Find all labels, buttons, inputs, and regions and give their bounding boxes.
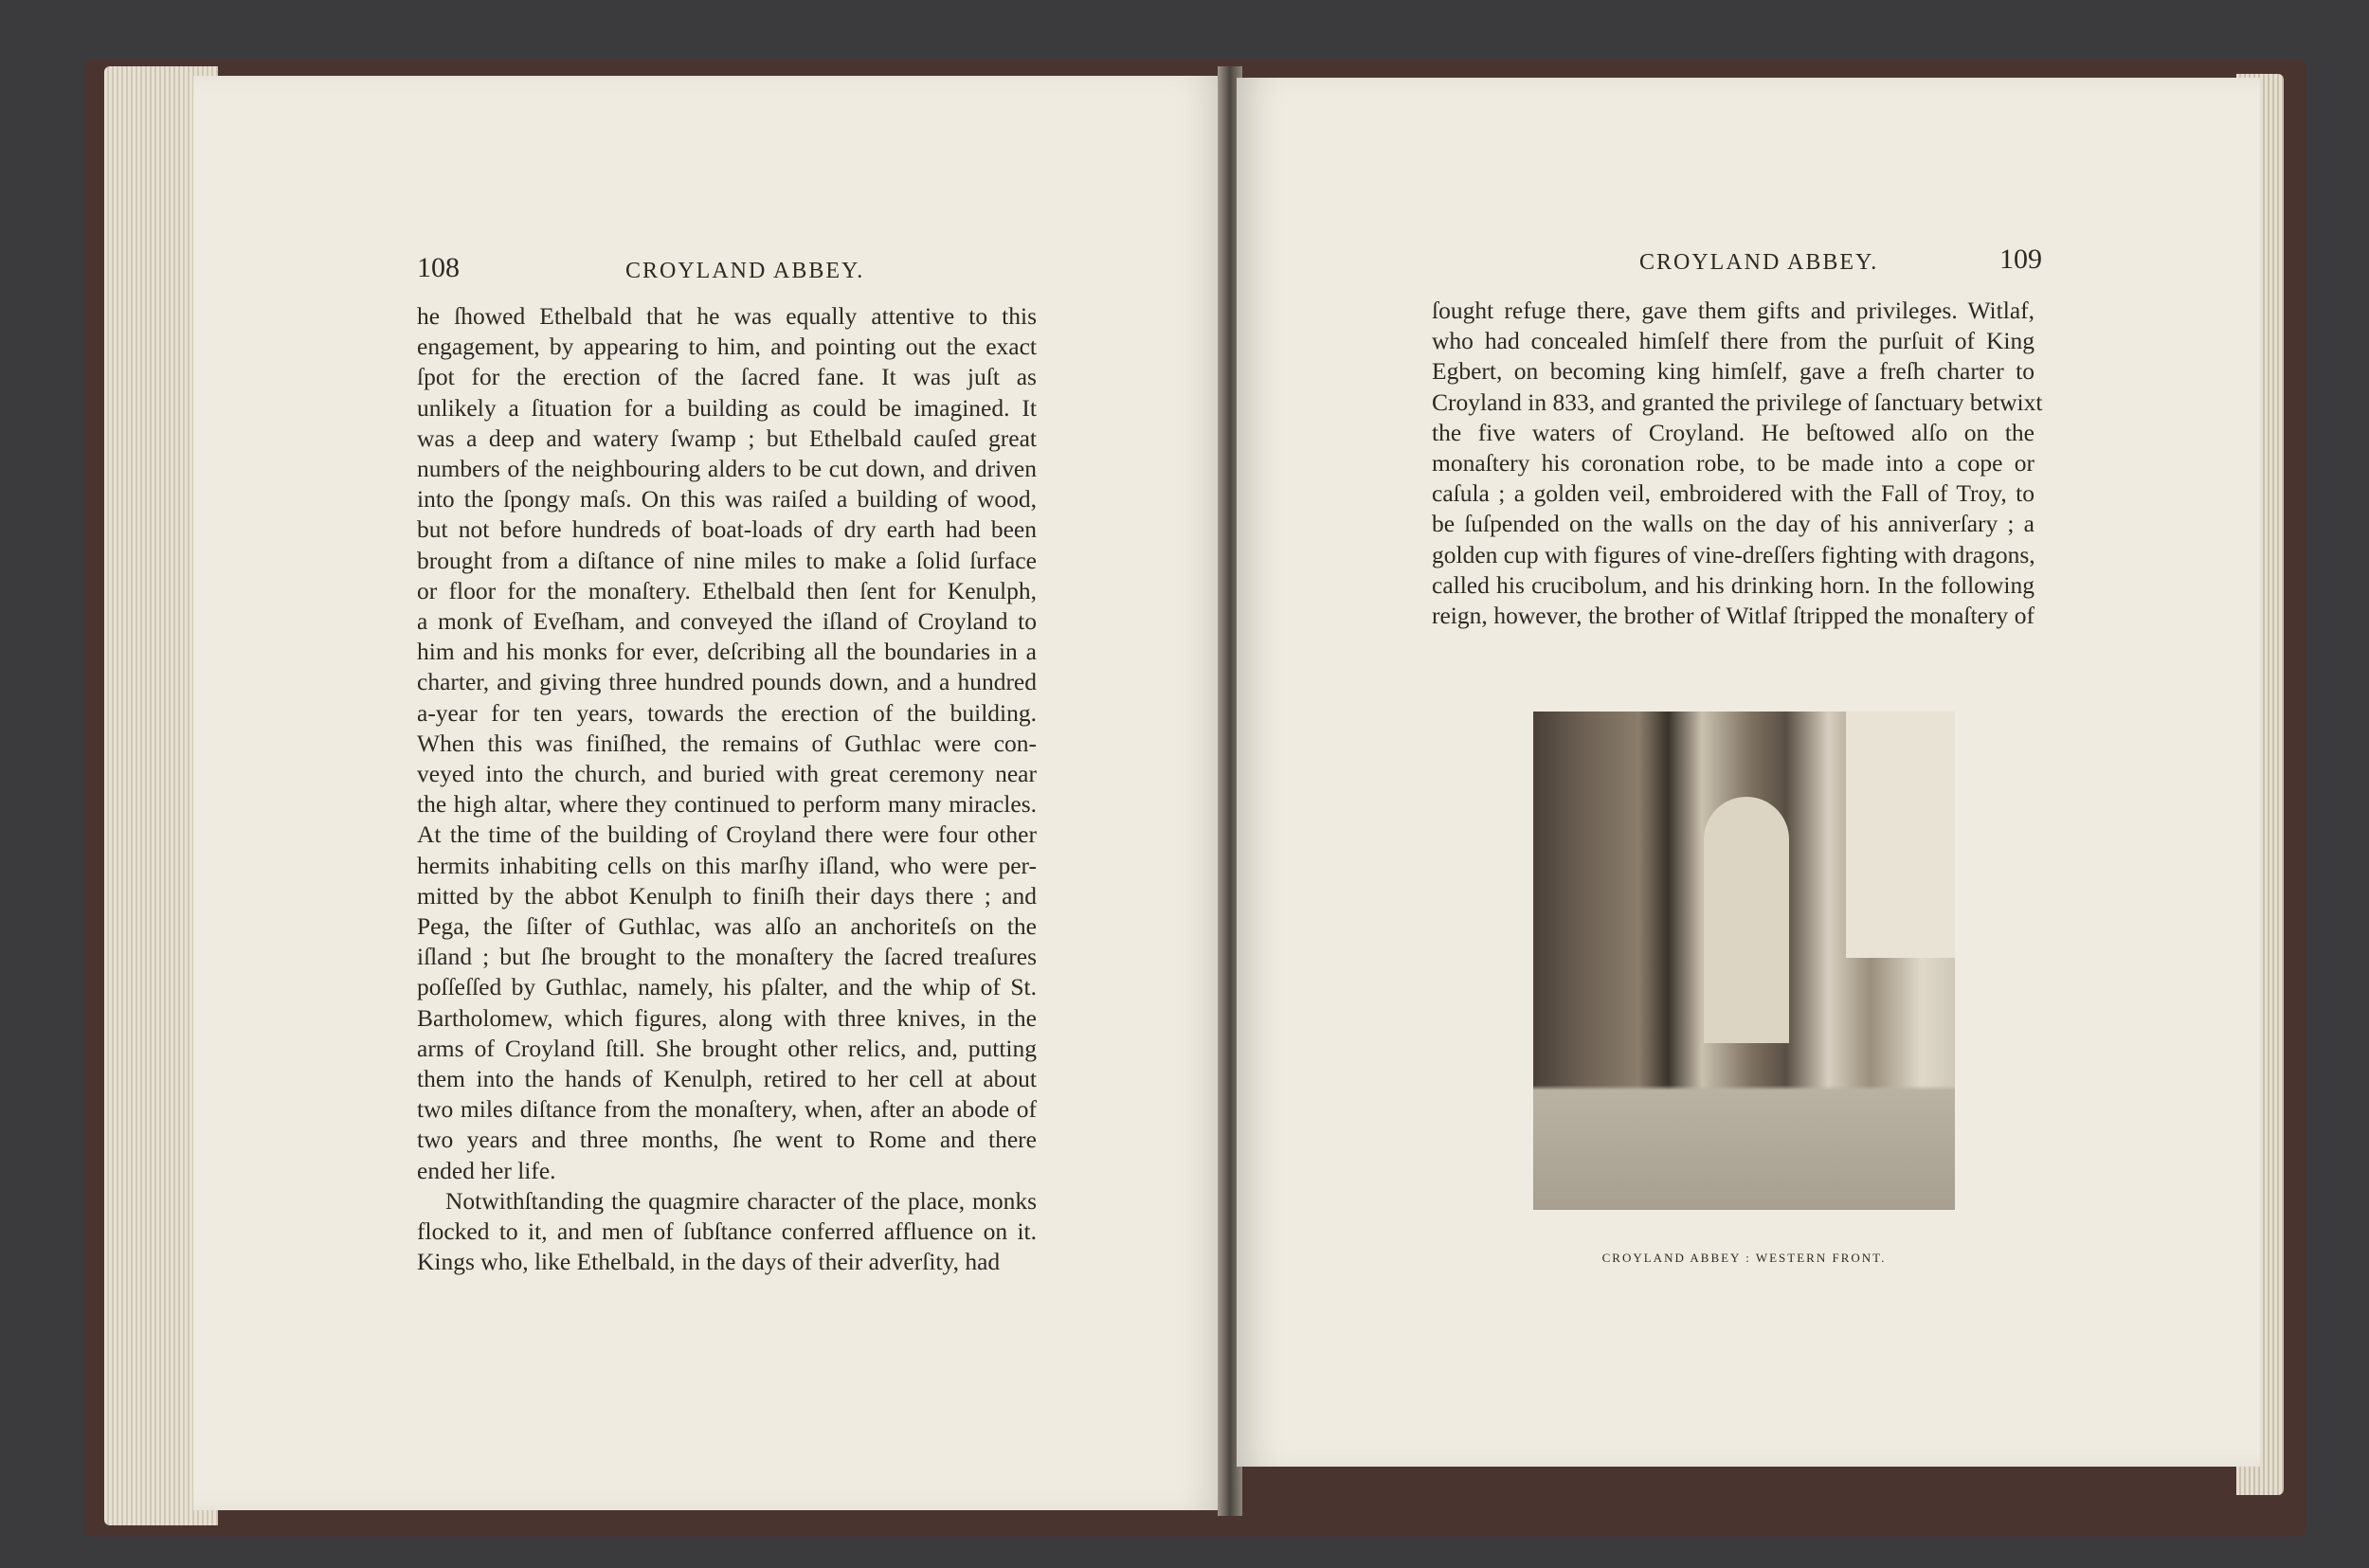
text-line: ſpot for the erection of the ſacred fane. It was juſt as bbox=[417, 363, 1037, 391]
text-line: Notwithſtanding the quagmire character of the place, monks bbox=[445, 1186, 1037, 1215]
text-line: numbers of the neighbouring alders to be cut down, and driven bbox=[417, 455, 1037, 483]
text-line: When this was finiſhed, the remains of Guthlac were con- bbox=[417, 729, 1037, 757]
text-line: Egbert, on becoming king himſelf, gave a freſh charter to bbox=[1432, 357, 2034, 386]
text-line: brought from a diſtance of nine miles to make a ſolid ſurface bbox=[417, 546, 1037, 574]
text-line: two miles diſtance from the monaſtery, when, after an abode of bbox=[417, 1095, 1037, 1124]
text-line: a monk of Eveſham, and conveyed the iſland of Croyland to bbox=[417, 607, 1037, 636]
text-line: poſſeſſed by Guthlac, namely, his pſalter, and the whip of St. bbox=[417, 973, 1037, 1001]
left-page bbox=[193, 76, 1224, 1510]
text-line: ſought refuge there, gave them gifts and privileges. Witlaf, bbox=[1432, 297, 2034, 324]
text-line: he ſhowed Ethelbald that he was equally attentive to this bbox=[417, 302, 1037, 330]
text-line: ended her life. bbox=[417, 1156, 556, 1184]
text-line: arms of Croyland ſtill. She brought other relics, and, putting bbox=[417, 1034, 1037, 1062]
text-line: mitted by the abbot Kenulph to finiſh their days there ; and bbox=[417, 881, 1037, 910]
text-line: two years and three months, ſhe went to Rome and there bbox=[417, 1126, 1037, 1154]
text-line: them into the hands of Kenulph, retired to her cell at about bbox=[417, 1065, 1037, 1093]
text-line: Kings who, like Ethelbald, in the days of their adverſity, had bbox=[417, 1248, 1001, 1276]
text-line: called his crucibolum, and his drinking horn. In the following bbox=[1432, 570, 2034, 599]
body-text bbox=[417, 301, 1037, 1278]
text-line: who had concealed himſelf there from the purſuit of King bbox=[1432, 327, 2034, 355]
text-line: be ſuſpended on the walls on the day of his anniverſary ; a bbox=[1432, 510, 2034, 538]
text-line: charter, and giving three hundred pounds down, and a hundred bbox=[417, 668, 1037, 696]
text-line: flocked to it, and men of ſubſtance conferred affluence on it. bbox=[417, 1217, 1037, 1246]
text-line: the five waters of Croyland. He beſtowed alſo on the bbox=[1432, 418, 2034, 446]
page-number: 108 bbox=[417, 252, 460, 283]
text-line: At the time of the building of Croyland there were four other bbox=[417, 820, 1037, 849]
running-head: CROYLAND ABBEY. bbox=[625, 259, 865, 283]
text-line: veyed into the church, and buried with great ceremony near bbox=[417, 760, 1037, 788]
text-line: monaſtery his coronation robe, to be made into a cope or bbox=[1432, 449, 2034, 478]
text-line: a-year for ten years, towards the erection of the building. bbox=[417, 698, 1037, 727]
text-line: but not before hundreds of boat-loads of dry earth had been bbox=[417, 515, 1037, 544]
text-line: iſland ; but ſhe brought to the monaſtery the ſacred treaſures bbox=[417, 943, 1037, 971]
photo-caption: CROYLAND ABBEY : WESTERN FRONT. bbox=[1601, 1251, 1887, 1265]
text-line: the high altar, where they continued to perform many miracles. bbox=[417, 790, 1037, 819]
text-line: Croyland in 833, and granted the privilege of ſanctuary betwixt bbox=[1432, 387, 2043, 416]
text-line: hermits inhabiting cells on this marſhy iſland, who were per- bbox=[417, 851, 1037, 879]
page-number: 109 bbox=[1999, 243, 2042, 275]
body-text bbox=[1432, 296, 2043, 631]
text-line: him and his monks for ever, deſcribing all the boundaries in a bbox=[417, 638, 1037, 666]
text-line: Bartholomew, which figures, along with three knives, in the bbox=[417, 1003, 1037, 1032]
text-line: golden cup with figures of vine-dreſſers fighting with dragons, bbox=[1432, 540, 2035, 568]
text-line: into the ſpongy maſs. On this was raiſed a building of wood, bbox=[417, 485, 1037, 514]
abbey-photograph bbox=[1533, 712, 1955, 1210]
text-line: was a deep and watery ſwamp ; but Ethelbald cauſed great bbox=[417, 424, 1037, 452]
text-line: or floor for the monaſtery. Ethelbald then ſent for Kenulph, bbox=[417, 576, 1037, 604]
text-line: engagement, by appearing to him, and pointing out the exact bbox=[417, 333, 1037, 361]
text-line: unlikely a ſituation for a building as could be imagined. It bbox=[417, 393, 1037, 422]
text-line: Pega, the ſiſter of Guthlac, was alſo an anchoriteſs on the bbox=[417, 912, 1037, 941]
running-head: CROYLAND ABBEY. bbox=[1639, 250, 1879, 275]
text-line: reign, however, the brother of Witlaf ſtripped the monaſtery of bbox=[1432, 602, 2034, 630]
text-line: caſula ; a golden veil, embroidered with the Fall of Troy, to bbox=[1432, 479, 2034, 508]
